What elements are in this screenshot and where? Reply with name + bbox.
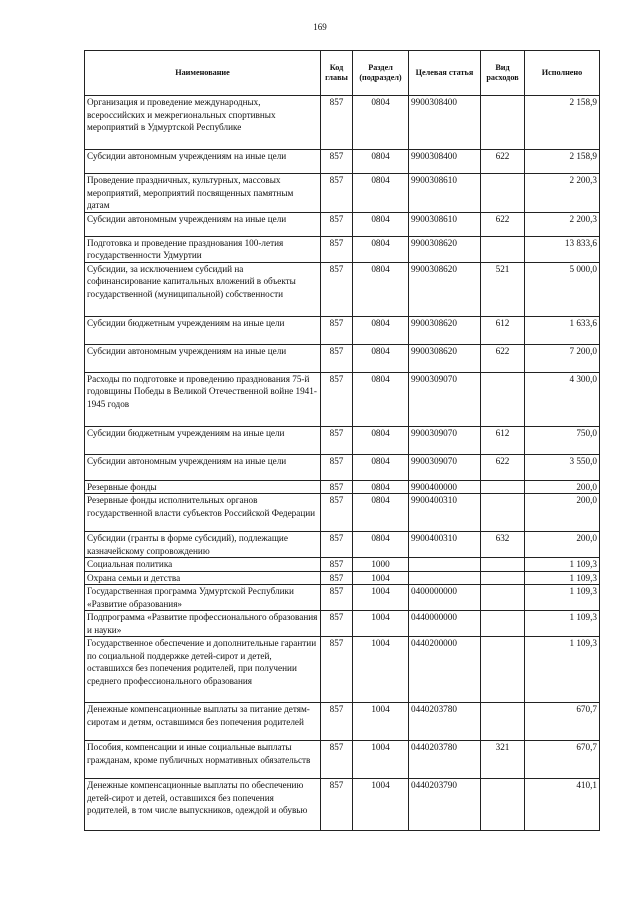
row-section: 1004 <box>353 703 409 741</box>
row-type <box>481 236 525 262</box>
table-row <box>85 212 600 236</box>
row-section: 0804 <box>353 344 409 372</box>
row-target: 9900308610 <box>409 212 481 236</box>
row-section: 0804 <box>353 494 409 532</box>
row-type <box>481 779 525 831</box>
row-name: Охрана семьи и детства <box>85 571 321 585</box>
row-section: 0804 <box>353 150 409 174</box>
row-amount: 5 000,0 <box>525 262 600 316</box>
row-section: 1004 <box>353 571 409 585</box>
row-type: 622 <box>481 454 525 480</box>
row-section: 1004 <box>353 779 409 831</box>
row-amount: 1 633,6 <box>525 316 600 344</box>
row-target: 9900308610 <box>409 174 481 213</box>
table-row <box>85 96 600 150</box>
row-type <box>481 372 525 426</box>
row-name: Проведение праздничных, культурных, массовых мероприятий, мероприятий посвященных памятным датам <box>85 174 321 213</box>
row-amount: 2 200,3 <box>525 174 600 213</box>
row-name: Субсидии автономным учреждениям на иные цели <box>85 150 321 174</box>
row-code: 857 <box>321 741 353 779</box>
row-code: 857 <box>321 96 353 150</box>
row-type <box>481 611 525 637</box>
row-name: Субсидии автономным учреждениям на иные цели <box>85 212 321 236</box>
row-target: 9900309070 <box>409 372 481 426</box>
row-target <box>409 571 481 585</box>
row-section: 0804 <box>353 262 409 316</box>
row-target: 9900400310 <box>409 494 481 532</box>
row-type <box>481 585 525 611</box>
table-row <box>85 344 600 372</box>
page-number: 169 <box>313 22 327 32</box>
row-target: 0400000000 <box>409 585 481 611</box>
row-amount: 1 109,3 <box>525 558 600 572</box>
row-amount: 1 109,3 <box>525 637 600 703</box>
row-type <box>481 494 525 532</box>
row-code: 857 <box>321 236 353 262</box>
table-row <box>85 174 600 213</box>
row-section: 0804 <box>353 372 409 426</box>
header-name: Наименование <box>85 51 321 96</box>
row-name: Подпрограмма «Развитие профессионального образования и науки» <box>85 611 321 637</box>
row-type <box>481 174 525 213</box>
row-section: 1004 <box>353 741 409 779</box>
row-name: Расходы по подготовке и проведению празднования 75-й годовщины Победы в Великой Отечественной войне 1941-1945 годов <box>85 372 321 426</box>
row-target: 0440203790 <box>409 779 481 831</box>
row-amount: 200,0 <box>525 532 600 558</box>
table-body <box>85 96 600 831</box>
table-row <box>85 558 600 572</box>
row-name: Подготовка и проведение празднования 100-летия государственности Удмуртии <box>85 236 321 262</box>
row-code: 857 <box>321 316 353 344</box>
table-row <box>85 571 600 585</box>
row-section: 1004 <box>353 637 409 703</box>
row-name: Субсидии (гранты в форме субсидий), подлежащие казначейскому сопровождению <box>85 532 321 558</box>
row-type: 612 <box>481 426 525 454</box>
row-amount: 2 158,9 <box>525 96 600 150</box>
table-row <box>85 741 600 779</box>
row-type <box>481 558 525 572</box>
row-amount: 670,7 <box>525 703 600 741</box>
row-code: 857 <box>321 174 353 213</box>
row-name: Организация и проведение международных, всероссийских и межрегиональных спортивных мероприятий в Удмуртской Республике <box>85 96 321 150</box>
row-section: 0804 <box>353 316 409 344</box>
row-type <box>481 637 525 703</box>
row-amount: 2 200,3 <box>525 212 600 236</box>
table-row <box>85 494 600 532</box>
row-code: 857 <box>321 571 353 585</box>
row-code: 857 <box>321 262 353 316</box>
row-name: Государственное обеспечение и дополнительные гарантии по социальной поддержке детей-сирот и детей, оставшихся без попечения родителей, при получении среднего профессионального образования <box>85 637 321 703</box>
table-row <box>85 703 600 741</box>
row-name: Субсидии автономным учреждениям на иные цели <box>85 344 321 372</box>
row-amount: 410,1 <box>525 779 600 831</box>
budget-execution-table <box>84 50 600 831</box>
table-row <box>85 611 600 637</box>
row-amount: 1 109,3 <box>525 585 600 611</box>
row-type: 521 <box>481 262 525 316</box>
row-section: 0804 <box>353 174 409 213</box>
row-name: Социальная политика <box>85 558 321 572</box>
row-name: Субсидии бюджетным учреждениям на иные цели <box>85 426 321 454</box>
row-code: 857 <box>321 454 353 480</box>
row-amount: 750,0 <box>525 426 600 454</box>
row-code: 857 <box>321 494 353 532</box>
header-target: Целевая статья <box>409 51 481 96</box>
table-row <box>85 532 600 558</box>
row-amount: 3 550,0 <box>525 454 600 480</box>
row-name: Денежные компенсационные выплаты по обеспечению детей-сирот и детей, оставшихся без попечения родителей, в том числе выпускников, одеждой и обувью <box>85 779 321 831</box>
header-type: Вид расходов <box>481 51 525 96</box>
row-code: 857 <box>321 558 353 572</box>
row-code: 857 <box>321 372 353 426</box>
row-name: Субсидии автономным учреждениям на иные цели <box>85 454 321 480</box>
row-target: 9900308400 <box>409 96 481 150</box>
table-header <box>85 51 600 96</box>
table-row <box>85 454 600 480</box>
row-code: 857 <box>321 212 353 236</box>
row-amount: 13 833,6 <box>525 236 600 262</box>
row-section: 0804 <box>353 480 409 494</box>
row-name: Денежные компенсационные выплаты за питание детям-сиротам и детям, оставшимся без попечения родителей <box>85 703 321 741</box>
table-row <box>85 316 600 344</box>
row-amount: 4 300,0 <box>525 372 600 426</box>
row-section: 0804 <box>353 96 409 150</box>
row-amount: 1 109,3 <box>525 611 600 637</box>
row-target: 9900308620 <box>409 236 481 262</box>
row-amount: 200,0 <box>525 480 600 494</box>
table-row <box>85 236 600 262</box>
row-target: 9900309070 <box>409 454 481 480</box>
row-target: 0440203780 <box>409 741 481 779</box>
row-type <box>481 571 525 585</box>
row-name: Субсидии бюджетным учреждениям на иные цели <box>85 316 321 344</box>
row-amount: 670,7 <box>525 741 600 779</box>
table-row <box>85 637 600 703</box>
row-type: 632 <box>481 532 525 558</box>
row-section: 1004 <box>353 585 409 611</box>
row-target: 9900400310 <box>409 532 481 558</box>
row-code: 857 <box>321 150 353 174</box>
row-name: Государственная программа Удмуртской Республики «Развитие образования» <box>85 585 321 611</box>
row-name: Резервные фонды <box>85 480 321 494</box>
row-code: 857 <box>321 532 353 558</box>
row-type <box>481 96 525 150</box>
row-target: 0440200000 <box>409 637 481 703</box>
header-code: Код главы <box>321 51 353 96</box>
row-target: 9900309070 <box>409 426 481 454</box>
table-row <box>85 585 600 611</box>
row-code: 857 <box>321 637 353 703</box>
row-name: Субсидии, за исключением субсидий на софинансирование капитальных вложений в объекты государственной (муниципальной) собственности <box>85 262 321 316</box>
row-type: 622 <box>481 344 525 372</box>
table-row <box>85 779 600 831</box>
header-amount: Исполнено <box>525 51 600 96</box>
row-section: 0804 <box>353 454 409 480</box>
table-row <box>85 426 600 454</box>
row-section: 1004 <box>353 611 409 637</box>
row-target: 9900308620 <box>409 262 481 316</box>
row-section: 0804 <box>353 532 409 558</box>
row-target: 9900400000 <box>409 480 481 494</box>
header-section: Раздел (подраздел) <box>353 51 409 96</box>
row-code: 857 <box>321 703 353 741</box>
row-type <box>481 703 525 741</box>
row-amount: 2 158,9 <box>525 150 600 174</box>
row-type <box>481 480 525 494</box>
row-target: 0440000000 <box>409 611 481 637</box>
row-type: 612 <box>481 316 525 344</box>
row-amount: 200,0 <box>525 494 600 532</box>
row-code: 857 <box>321 611 353 637</box>
row-name: Пособия, компенсации и иные социальные выплаты гражданам, кроме публичных нормативных обязательств <box>85 741 321 779</box>
row-section: 0804 <box>353 212 409 236</box>
table-row <box>85 150 600 174</box>
row-type: 622 <box>481 150 525 174</box>
row-code: 857 <box>321 585 353 611</box>
row-code: 857 <box>321 480 353 494</box>
row-amount: 1 109,3 <box>525 571 600 585</box>
row-code: 857 <box>321 779 353 831</box>
row-amount: 7 200,0 <box>525 344 600 372</box>
table-row <box>85 480 600 494</box>
row-target: 9900308620 <box>409 344 481 372</box>
row-type: 622 <box>481 212 525 236</box>
row-target: 9900308400 <box>409 150 481 174</box>
row-target <box>409 558 481 572</box>
table-row <box>85 262 600 316</box>
row-target: 0440203780 <box>409 703 481 741</box>
row-code: 857 <box>321 426 353 454</box>
row-section: 0804 <box>353 426 409 454</box>
row-section: 0804 <box>353 236 409 262</box>
row-section: 1000 <box>353 558 409 572</box>
row-target: 9900308620 <box>409 316 481 344</box>
row-code: 857 <box>321 344 353 372</box>
row-name: Резервные фонды исполнительных органов государственной власти субъектов Российской Федерации <box>85 494 321 532</box>
row-type: 321 <box>481 741 525 779</box>
table-row <box>85 372 600 426</box>
